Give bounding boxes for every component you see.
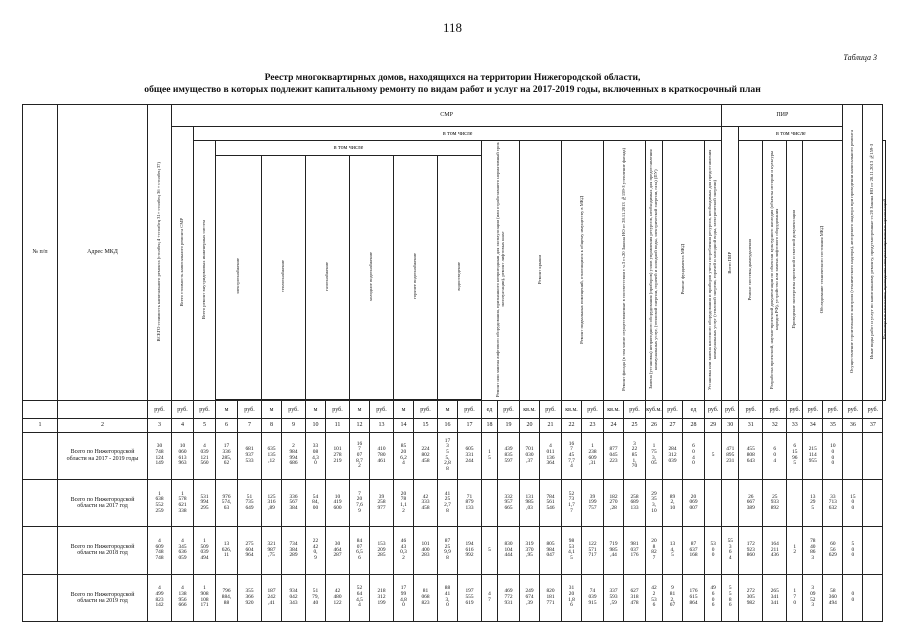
- table-cell: 46 43 0,3 2: [394, 527, 414, 574]
- table-cell: 796 884, 88: [216, 574, 238, 621]
- table-cell: 1 5: [482, 432, 498, 479]
- table-cell: 39 199 757: [582, 479, 604, 526]
- column-header-smr-total: Всего стоимость капитального ремонта СМР: [172, 127, 194, 401]
- unit-cell: кв.м.: [520, 401, 540, 419]
- table-row: [23, 432, 886, 479]
- column-header-pir-total: Всего ПИР: [722, 127, 739, 401]
- table-label: Таблица 3: [843, 53, 877, 62]
- table-cell: 6 0 4: [763, 432, 787, 479]
- table-cell: 5 5 8 6: [722, 574, 739, 621]
- table-cell: 4 011 136 364: [540, 432, 562, 479]
- table-cell: 131 985 ,03: [520, 479, 540, 526]
- table-cell: 74 039 915: [582, 574, 604, 621]
- column-header-supervision: Осуществление строительного контроля (технического надзора), авторского надзора при проведении капитального ремонта: [843, 105, 863, 401]
- table-cell: 337 593 ,59: [604, 574, 624, 621]
- table-cell: 13 4, 5: [663, 527, 683, 574]
- table-cell: 627 318 478: [624, 574, 646, 621]
- unit-cell: руб.: [540, 401, 562, 419]
- table-cell: 55 3 6 4: [722, 527, 739, 574]
- index-row: [23, 419, 886, 432]
- table-cell: 31 20 1,8 6: [562, 574, 582, 621]
- column-index-cell: 3: [148, 419, 172, 432]
- column-index-cell: 25: [624, 419, 646, 432]
- column-index-cell: 10: [306, 419, 326, 432]
- table-cell: 10 419 600: [326, 479, 350, 526]
- table-row: [23, 479, 886, 526]
- table-cell: 531 994 295: [194, 479, 216, 526]
- table-cell: 4 609 748 748: [148, 527, 172, 574]
- table-cell: 635 135 ,12: [262, 432, 282, 479]
- column-index-cell: 12: [350, 419, 370, 432]
- column-index-cell: 7: [238, 419, 262, 432]
- unit-cell: руб.: [705, 401, 722, 419]
- column-header-address: Адрес МКД: [58, 105, 148, 401]
- table-cell: 194 616 992: [458, 527, 482, 574]
- column-header-total: ВСЕГО стоимость капитального ремонта (столбец 4 +столбец 31+ столбец 36 + столбец 37): [148, 105, 172, 401]
- column-index-cell: 31: [739, 419, 763, 432]
- unit-cell: руб.: [194, 401, 216, 419]
- unit-cell: ед: [683, 401, 705, 419]
- table-cell: 1 908 108 171: [194, 574, 216, 621]
- table-cell: 20 069 007: [683, 479, 705, 526]
- column-header-engineering-survey: Инженерные изыскания, проведение специализированных организаций: [883, 141, 886, 401]
- table-cell: 51 79, 40: [306, 574, 326, 621]
- register-table: [22, 104, 886, 622]
- table-cell: [722, 479, 739, 526]
- unit-cell: руб.: [803, 401, 823, 419]
- table-cell: 355 366 920: [238, 574, 262, 621]
- column-index-cell: 21: [540, 419, 562, 432]
- table-cell: 122 571 717: [582, 527, 604, 574]
- table-cell: 49 6 0 6: [705, 574, 722, 621]
- column-index-cell: 28: [683, 419, 705, 432]
- table-cell: 52 64 4,5 4: [350, 574, 370, 621]
- unit-cell: руб.: [863, 401, 883, 419]
- table-cell: [843, 432, 863, 479]
- column-header-facade: Ремонт фасада (в том числе осуществляемые в соответствии с ч.3 ст.20 Закона НО от 28.11.2013 №159-З утепление фасада): [604, 141, 646, 401]
- table-cell: 16 7 07 8,7 2: [350, 432, 370, 479]
- unit-cell: [58, 401, 148, 419]
- unit-cell: м: [262, 401, 282, 419]
- column-header-electro: электроснабжение: [216, 155, 262, 400]
- column-header-hot-water: горячее водоснабжение: [394, 155, 438, 400]
- column-index-cell: 19: [498, 419, 520, 432]
- table-cell: 20 8 82 7: [646, 527, 663, 574]
- column-header-drainage: водоотведение: [438, 155, 482, 400]
- column-index-cell: 20: [520, 419, 540, 432]
- table-cell: [787, 479, 803, 526]
- column-index-cell: 27: [663, 419, 683, 432]
- unit-cell: руб.: [823, 401, 843, 419]
- table-cell: 60 56 629: [823, 527, 843, 574]
- table-cell: 30 464 287: [326, 527, 350, 574]
- table-cell: 42 333 458: [414, 479, 438, 526]
- column-header-extra: Иные виды работ и услуг по капитальному ремонту, предусмотренные ст.20 Закона НО от 28.11.2013 №159-З: [863, 105, 883, 401]
- table-cell: 164 211 436: [763, 527, 787, 574]
- table-row: [23, 574, 886, 621]
- table-cell: 26 667 389: [739, 479, 763, 526]
- column-index-cell: 17: [458, 419, 482, 432]
- column-index-cell: 2: [58, 419, 148, 432]
- unit-cell: руб.: [414, 401, 438, 419]
- unit-cell: руб.: [739, 401, 763, 419]
- column-index-cell: 16: [438, 419, 458, 432]
- table-cell: 98 53 4,1 5: [562, 527, 582, 574]
- table-cell: [482, 479, 498, 526]
- table-cell: 9 81 2, 67: [663, 574, 683, 621]
- unit-cell: кв.м.: [604, 401, 624, 419]
- column-index-cell: 30: [722, 419, 739, 432]
- column-header-heat: теплоснабжение: [262, 155, 306, 400]
- table-cell: 1 578 621 338: [172, 479, 194, 526]
- table-cell: 87 25 9,9 8: [438, 527, 458, 574]
- unit-cell: м: [306, 401, 326, 419]
- column-index-cell: 6: [216, 419, 238, 432]
- table-cell: 17 336 285, 62: [216, 432, 238, 479]
- column-index-cell: 23: [582, 419, 604, 432]
- column-index-cell: 32: [763, 419, 787, 432]
- table-cell: 336 567 384: [282, 479, 306, 526]
- table-cell: 455 808 643: [739, 432, 763, 479]
- table-cell: 0 0: [843, 574, 863, 621]
- unit-cell: руб.: [238, 401, 262, 419]
- column-header-tech-survey: Обследование технического состояния МКД: [803, 141, 843, 401]
- table-cell: 30 748 124 149: [148, 432, 172, 479]
- document-subtitle: общее имущество в которых подлежит капитальному ремонту по видам работ и услуг на 2017-2019 годы, включенных в краткосрочный план: [144, 84, 761, 95]
- unit-cell: руб.: [787, 401, 803, 419]
- group-header-smr-breakdown: в том числе: [194, 127, 722, 141]
- table-cell: 42 2 53 6: [646, 574, 663, 621]
- row-label: Всего по Нижегородской области на 2017 год: [58, 479, 148, 526]
- table-cell: 701 030 ,37: [520, 432, 540, 479]
- table-cell: 1 7 0: [787, 574, 803, 621]
- table-cell: 15 0 0: [843, 479, 863, 526]
- table-cell: 101 278 219: [326, 432, 350, 479]
- column-index-cell: 5: [194, 419, 216, 432]
- table-cell: 332 957 665: [498, 479, 520, 526]
- table-cell: 272 305 982: [739, 574, 763, 621]
- column-header-engineering: Всего ремонт внутридомовых инженерных систем: [194, 141, 216, 401]
- column-header-sewage-pump: Установка или замена насосного оборудования и приборов учета потребления ресурсов, необходимых для предоставления коммунальных услуг (тепловой энергии, горячей и холодной воды, электрической энергии): [705, 141, 722, 401]
- table-cell: 10 060 613 963: [172, 432, 194, 479]
- table-cell: 7 20 7,6 9: [350, 479, 370, 526]
- table-cell: 42 480 122: [326, 574, 350, 621]
- table-cell: 41 25 2,7 8: [438, 479, 458, 526]
- table-cell: 53 0 0: [705, 527, 722, 574]
- table-cell: 29 35 3, 10: [646, 479, 663, 526]
- unit-cell: м: [394, 401, 414, 419]
- table-cell: 471 895 231: [722, 432, 739, 479]
- row-number: [23, 432, 58, 479]
- unit-cell: руб.: [722, 401, 739, 419]
- table-cell: 13 626, 11: [216, 527, 238, 574]
- column-header-expertise: Проведение экспертизы проектной и сметной документации: [787, 141, 803, 401]
- table-cell: 830 104 444: [498, 527, 520, 574]
- table-cell: 85 20 6,2 4: [394, 432, 414, 479]
- row-label: Всего по Нижегородской области на 2019 год: [58, 574, 148, 621]
- table-cell: 215 114 955: [803, 432, 823, 479]
- table-cell: 1 238 609 ,31: [582, 432, 604, 479]
- table-cell: 1 75 3, 05: [646, 432, 663, 479]
- table-cell: 805 984 047: [540, 527, 562, 574]
- column-index-cell: 24: [604, 419, 624, 432]
- column-index-cell: 37: [863, 419, 883, 432]
- table-cell: 284 312 039: [663, 432, 683, 479]
- units-row: [23, 401, 886, 419]
- table-cell: 820 181 771: [540, 574, 562, 621]
- table-cell: 249 674 ,39: [520, 574, 540, 621]
- column-index-cell: 13: [370, 419, 394, 432]
- table-cell: 877 045 223: [604, 432, 624, 479]
- document-title: Реестр многоквартирных домов, находящихся на территории Нижегородской области,: [264, 72, 641, 83]
- table-cell: [705, 479, 722, 526]
- group-header-engineering-breakdown: в том числе: [216, 141, 482, 156]
- unit-cell: куб.м.: [646, 401, 663, 419]
- column-index-cell: 35: [823, 419, 843, 432]
- table-cell: 275 604 964: [238, 527, 262, 574]
- table-cell: 469 772 931: [498, 574, 520, 621]
- table-cell: 4 345 636 059: [172, 527, 194, 574]
- table-cell: 4 7: [482, 574, 498, 621]
- table-cell: 153 209 285: [370, 527, 394, 574]
- column-header-basement: Ремонт подвальных помещений, относящихся к общему имуществу в МКД: [562, 141, 604, 401]
- unit-cell: руб.: [763, 401, 787, 419]
- table-cell: 4 138 956 666: [172, 574, 194, 621]
- table-cell: 54 84, 00: [306, 479, 326, 526]
- column-index-cell: 11: [326, 419, 350, 432]
- unit-cell: м: [350, 401, 370, 419]
- table-cell: 1 2: [787, 527, 803, 574]
- table-cell: 84 07 6,5 6: [350, 527, 370, 574]
- table-cell: 319 370 ,95: [520, 527, 540, 574]
- table-cell: 182 270 ,28: [604, 479, 624, 526]
- unit-cell: руб.: [663, 401, 683, 419]
- column-header-gas: газоснабжение: [306, 155, 350, 400]
- column-index-cell: 26: [646, 419, 663, 432]
- column-header-lift: Ремонт или замена лифтового оборудования, признанного непригодным для эксплуатации (или отработавшего нормативный срок эксплуатации), ремонт лифтовых шахт: [482, 141, 520, 401]
- table-cell: 4 039 121 560: [194, 432, 216, 479]
- unit-cell: руб.: [148, 401, 172, 419]
- table-cell: [863, 432, 883, 479]
- table-cell: 33 08 4,3 0: [306, 432, 326, 479]
- table-cell: 197 555 619: [458, 574, 482, 621]
- table-cell: 17 99 4,8 0: [394, 574, 414, 621]
- row-label: Всего по Нижегородской области на 2017 - 2019 годы: [58, 432, 148, 479]
- table-cell: 88 41 3, 0: [438, 574, 458, 621]
- row-number: [23, 574, 58, 621]
- table-cell: 734 384 289: [282, 527, 306, 574]
- table-cell: 13 29 5: [803, 479, 823, 526]
- table-cell: 258 689 133: [624, 479, 646, 526]
- table-cell: 16 7 45 7,7 4: [562, 432, 582, 479]
- group-header-pir: ПИР: [722, 105, 843, 127]
- table-cell: 51 735 649: [238, 479, 262, 526]
- table-cell: 5: [482, 527, 498, 574]
- column-index-cell: 34: [803, 419, 823, 432]
- column-index-cell: 9: [282, 419, 306, 432]
- table-cell: 605 331 244: [458, 432, 482, 479]
- table-cell: 10 0 0 0: [823, 432, 843, 479]
- column-index-cell: 8: [262, 419, 282, 432]
- table-cell: 934 042 343: [282, 574, 306, 621]
- header-row-group: [23, 105, 886, 127]
- row-number: [23, 479, 58, 526]
- column-index-cell: 14: [394, 419, 414, 432]
- unit-cell: руб.: [458, 401, 482, 419]
- column-index-cell: 4: [172, 419, 194, 432]
- unit-cell: руб.: [326, 401, 350, 419]
- column-index-cell: 15: [414, 419, 438, 432]
- unit-cell: руб.: [624, 401, 646, 419]
- table-row: [23, 527, 886, 574]
- row-number: [23, 527, 58, 574]
- table-cell: 101 400 283: [414, 527, 438, 574]
- table-cell: 981 037 176: [624, 527, 646, 574]
- table-cell: 2 984 994 686: [282, 432, 306, 479]
- table-cell: 17 3 5 5, 2,8 8: [438, 432, 458, 479]
- table-cell: 6 15 96 5: [787, 432, 803, 479]
- column-index-cell: 36: [843, 419, 863, 432]
- page-number: 118: [442, 20, 463, 35]
- unit-cell: м: [216, 401, 238, 419]
- column-header-roof: Ремонт крыши: [520, 141, 562, 401]
- unit-cell: [23, 401, 58, 419]
- table-cell: 6 0 4 0: [683, 432, 705, 479]
- table-cell: 39 258 977: [370, 479, 394, 526]
- table-cell: 87 637 168: [683, 527, 705, 574]
- table-cell: 719 985 ,44: [604, 527, 624, 574]
- column-header-cold-water: холодное водоснабжение: [350, 155, 394, 400]
- group-header-smr: СМР: [172, 105, 722, 127]
- table-cell: 1 638 552 259: [148, 479, 172, 526]
- table-cell: 5 0 0: [843, 527, 863, 574]
- table-cell: [863, 574, 883, 621]
- column-header-fire-drain: Ремонт системы дымоудаления: [739, 141, 763, 401]
- table-cell: 976 574, 63: [216, 479, 238, 526]
- column-index-cell: 1: [23, 419, 58, 432]
- table-cell: 20 78 1,1 2: [394, 479, 414, 526]
- table-cell: [863, 527, 883, 574]
- table-cell: 58 360 494: [823, 574, 843, 621]
- group-header-pir-breakdown: в том числе: [739, 127, 843, 141]
- unit-cell: руб.: [282, 401, 306, 419]
- table-cell: 22 42 0, 9: [306, 527, 326, 574]
- table-cell: 224 802 458: [414, 432, 438, 479]
- table-cell: 187 242 ,41: [262, 574, 282, 621]
- table-cell: 784 561 546: [540, 479, 562, 526]
- table-cell: 218 312 199: [370, 574, 394, 621]
- unit-cell: ед: [482, 401, 498, 419]
- table-cell: 410 780 461: [370, 432, 394, 479]
- table-cell: 78 40 86 3: [803, 527, 823, 574]
- table-cell: 265 341 341: [763, 574, 787, 621]
- table-cell: 81 068 823: [414, 574, 438, 621]
- table-cell: 4 499 823 142: [148, 574, 172, 621]
- unit-cell: кв.м.: [562, 401, 582, 419]
- column-index-cell: 33: [787, 419, 803, 432]
- table-cell: 33 713 632: [823, 479, 843, 526]
- unit-cell: руб.: [498, 401, 520, 419]
- table-cell: 1 509 039 494: [194, 527, 216, 574]
- table-cell: 3 09 52 3: [803, 574, 823, 621]
- unit-cell: руб.: [370, 401, 394, 419]
- table-cell: 25 933 892: [763, 479, 787, 526]
- column-header-num: № п/п: [23, 105, 58, 401]
- table-cell: 3 22 85 1, 70: [624, 432, 646, 479]
- table-cell: 172 923 860: [739, 527, 763, 574]
- table-cell: 439 835 597: [498, 432, 520, 479]
- table-cell: 5: [705, 432, 722, 479]
- row-label: Всего по Нижегородской области на 2018 год: [58, 527, 148, 574]
- unit-cell: руб.: [843, 401, 863, 419]
- table-cell: 71 879 133: [458, 479, 482, 526]
- table-cell: [863, 479, 883, 526]
- table-cell: 176 615 864: [683, 574, 705, 621]
- unit-cell: руб.: [582, 401, 604, 419]
- column-index-cell: 18: [482, 419, 498, 432]
- column-index-cell: 29: [705, 419, 722, 432]
- column-header-design-docs: Разработка проектной, научно-проектной документации по объектам культурного наследия (объекты истории и культуры народов РФ), устройство или замена лифтового оборудования: [763, 141, 787, 401]
- table-cell: 52 73 1,7 7: [562, 479, 582, 526]
- column-header-foundation: Ремонт фундамента МКД: [663, 141, 705, 401]
- unit-cell: м: [438, 401, 458, 419]
- column-header-meters: Замена (установка) непригодного оборудования (приборов) узлов управления ресурсов, необходимых для предоставления коммунальных услуг, (тепловой энергии, горячей и холодной воды, электрической энергии, газа) (ПУ): [646, 141, 663, 401]
- table-cell: 125 316 ,89: [262, 479, 282, 526]
- table-cell: 321 987 ,75: [262, 527, 282, 574]
- column-index-cell: 22: [562, 419, 582, 432]
- unit-cell: руб.: [172, 401, 194, 419]
- table-cell: 89 2, 10: [663, 479, 683, 526]
- table-cell: 681 937 533: [238, 432, 262, 479]
